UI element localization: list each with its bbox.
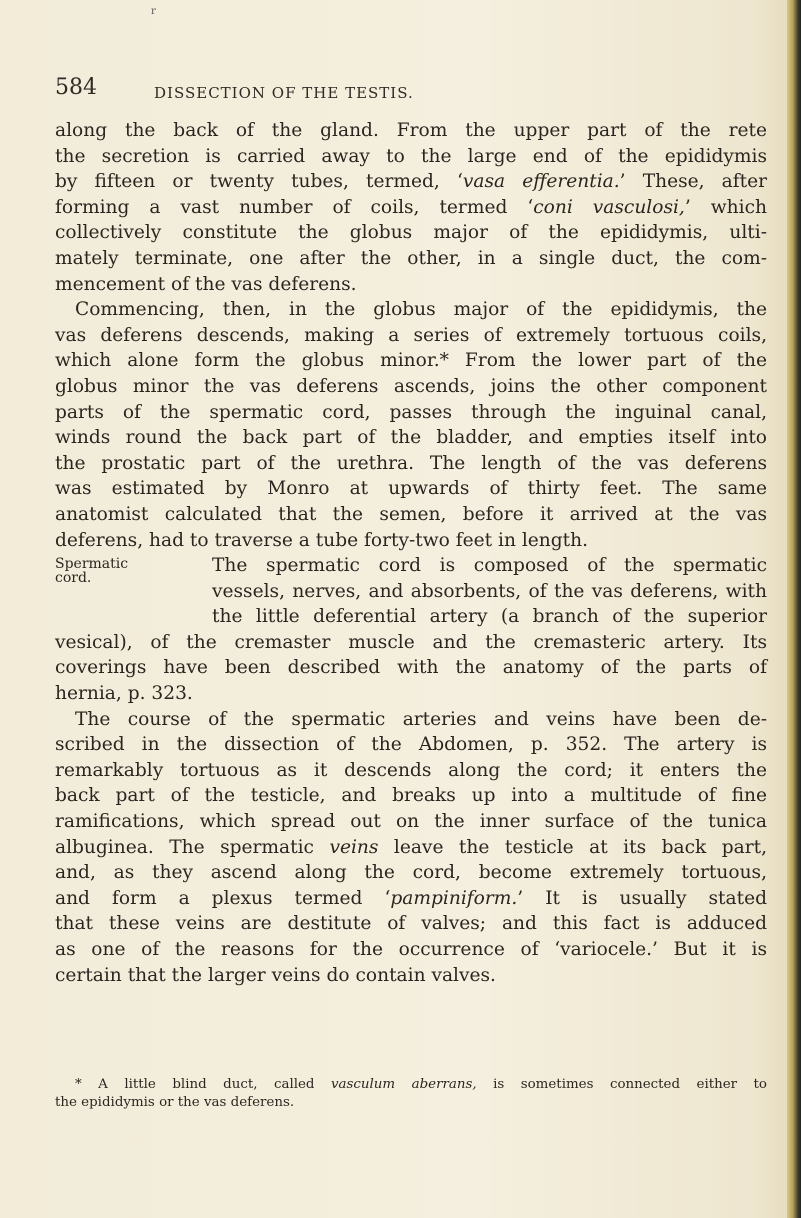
text-line: by fifteen or twenty tubes, termed, ‘vasa efferentia.’ These, after — [55, 171, 768, 193]
text-line: The spermatic cord is composed of the spermatic — [212, 555, 767, 577]
margin-note — [55, 557, 128, 585]
text-line: the secretion is carried away to the large end of the epididymis — [55, 145, 767, 167]
text-line: ramifications, which spread out on the inner surface of the tunica — [55, 811, 767, 833]
text-line: winds round the back part of the bladder, and empties itself into — [55, 427, 767, 449]
text-line: was estimated by Monro at upwards of thirty feet. The same — [55, 478, 767, 500]
text-line: back part of the testicle, and breaks up into a multitude of fine — [55, 785, 767, 807]
text-line: mately terminate, one after the other, in a single duct, the com- — [55, 247, 767, 269]
text-line: certain that the larger veins do contain valves. — [55, 964, 496, 986]
margin-note-line: Spermatic — [55, 556, 129, 572]
text-line: anatomist calculated that the semen, before it arrived at the vas — [55, 503, 767, 525]
text-line: hernia, p. 323. — [55, 683, 193, 705]
page-number: 584 — [55, 75, 97, 100]
body-text — [55, 118, 767, 988]
ink-mark: r — [151, 6, 156, 17]
text-line: forming a vast number of coils, termed ‘coni vasculosi,’ which — [55, 196, 767, 218]
running-title: DISSECTION OF THE TESTIS. — [154, 84, 414, 102]
footnote-line: the epididymis or the vas deferens. — [55, 1095, 295, 1110]
text-line: mencement of the vas deferens. — [55, 273, 357, 295]
text-line: the little deferential artery (a branch of the superior — [212, 606, 767, 628]
text-line: parts of the spermatic cord, passes through the inguinal canal, — [55, 401, 767, 423]
text-line: globus minor the vas deferens ascends, joins the other component — [55, 375, 767, 397]
margin-note-line: cord. — [55, 570, 92, 586]
text-line: The course of the spermatic arteries and veins have been de- — [75, 708, 767, 730]
text-line: collectively constitute the globus major of the epididymis, ulti- — [55, 222, 767, 244]
text-line: that these veins are destitute of valves; and this fact is adduced — [55, 913, 767, 935]
text-line: vas deferens descends, making a series of extremely tortuous coils, — [55, 324, 767, 346]
page-edge — [787, 0, 801, 1218]
text-line: which alone form the globus minor.* From the lower part of the — [55, 350, 767, 372]
text-line: and form a plexus termed ‘pampiniform.’ It is usually stated — [55, 887, 767, 909]
text-line: along the back of the gland. From the upper part of the rete — [55, 120, 767, 141]
text-line: deferens, had to traverse a tube forty-two feet in length. — [55, 529, 589, 551]
footnote — [55, 1076, 767, 1112]
text-line: as one of the reasons for the occurrence of ‘variocele.’ But it is — [55, 939, 767, 960]
text-line: coverings have been described with the anatomy of the parts of — [55, 657, 767, 679]
text-line: and, as they ascend along the cord, become extremely tortuous, — [55, 862, 767, 884]
text-line: Commencing, then, in the globus major of the epididymis, the — [75, 299, 767, 321]
text-line: vesical), of the cremaster muscle and the cremasteric artery. Its — [55, 631, 767, 653]
text-line: albuginea. The spermatic veins leave the testicle at its back part, — [55, 836, 767, 858]
text-line: remarkably tortuous as it descends along the cord; it enters the — [55, 759, 767, 781]
text-line: scribed in the dissection of the Abdomen, p. 352. The artery is — [55, 734, 767, 756]
footnote-line: * A little blind duct, called vasculum aberrans, is sometimes connected either to — [75, 1077, 767, 1092]
text-line: vessels, nerves, and absorbents, of the vas deferens, with — [212, 580, 767, 602]
text-line: the prostatic part of the urethra. The length of the vas deferens — [55, 452, 767, 474]
